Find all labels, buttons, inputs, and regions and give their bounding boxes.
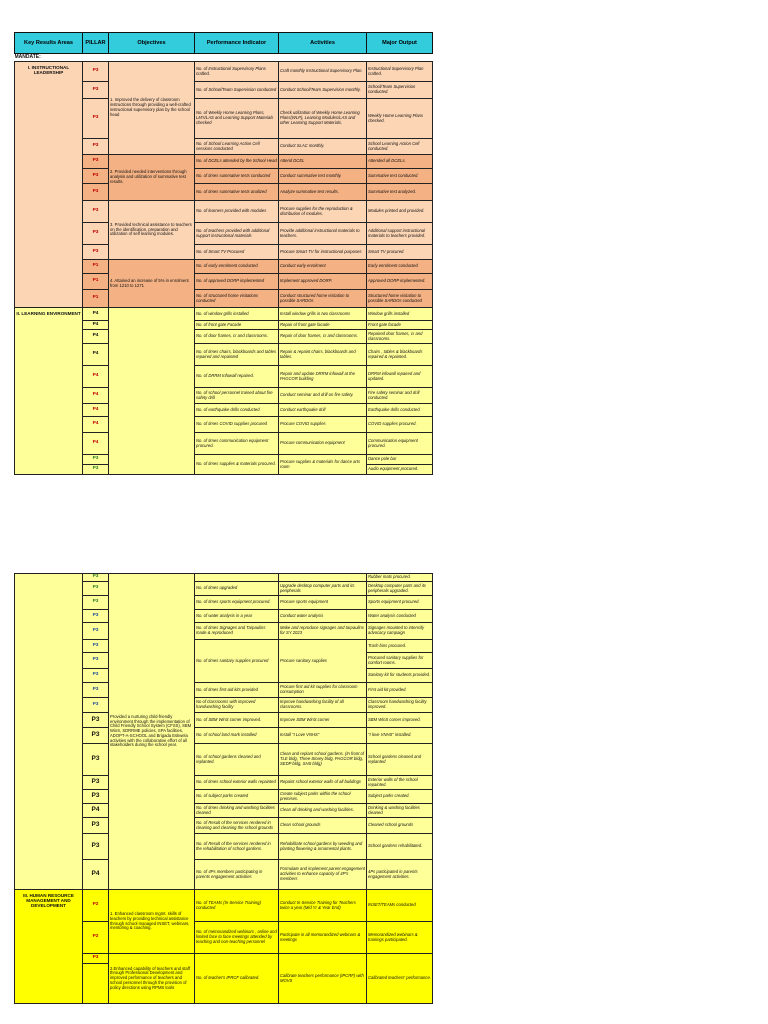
output-cell: Procured sanitary supplies for comfort rooms. — [367, 653, 433, 669]
header-objectives: Objectives — [109, 33, 195, 54]
activity-cell: Procure COVID supplies — [279, 417, 367, 433]
output-cell: Dance pole bar — [367, 455, 433, 465]
indicator-cell: No. of water analysis in a year — [195, 610, 279, 623]
pillar-cell: P4 — [83, 366, 109, 388]
output-cell: Fire safety seminar and drill conducted. — [367, 388, 433, 404]
pillar-cell: P3 — [83, 698, 109, 713]
pillar-cell: P3 — [83, 669, 109, 683]
output-cell: School gardens cleaned and replanted — [367, 744, 433, 776]
activity-cell: Repair and update DRRM infowall at the PAGCOR building — [279, 366, 367, 388]
indicator-cell: No. of SBM WinS corner improved. — [195, 713, 279, 728]
pillar-cell: P4 — [83, 860, 109, 890]
output-cell: Communication equipment procured. — [367, 433, 433, 455]
indicator-cell: No. of earthquake drills conducted — [195, 404, 279, 417]
activity-cell — [279, 574, 367, 582]
output-cell: COVID supplies procured. — [367, 417, 433, 433]
indicator-cell: No. of structured home visitations conducted — [195, 290, 279, 308]
activity-cell: Conduct School/Team Supervision monthly. — [279, 82, 367, 99]
output-cell: 4Ps participated in parents engagement activities. — [367, 860, 433, 890]
indicator-cell: No. of times sports equipment procured. — [195, 596, 279, 610]
indicator-cell: No. of TEAMs (In-Service Training) conducted — [195, 890, 279, 922]
pillar-cell: P3 — [83, 574, 109, 582]
pillar-cell: P1 — [83, 290, 109, 308]
objective-cell: 2.Enhanced capability of teachers and staff through Professional Development and improved performance of teachers and school personnel through the provision of policy directions using RPMS tools — [109, 954, 195, 1004]
activity-cell: Upgrade desktop computer parts and its peripherals — [279, 582, 367, 596]
pillar-cell: P4 — [83, 344, 109, 366]
pillar-cell: P3 — [83, 582, 109, 596]
pillar-cell: P2 — [83, 922, 109, 954]
activity-cell: Improve handwashing facility of all classrooms. — [279, 698, 367, 713]
activity-cell: Conduct In-Service Training for Teachers twice a year (Mid Yr & Year End) — [279, 890, 367, 922]
output-cell: Classroom handwashing facility improved. — [367, 698, 433, 713]
indicator-cell: No. of times communication equipment procured. — [195, 433, 279, 455]
pillar-cell: P4 — [83, 308, 109, 321]
activity-cell: Repair of front gate facade — [279, 321, 367, 330]
objective-cell — [109, 308, 195, 475]
output-cell: Water analysis conducted — [367, 610, 433, 623]
activity-cell: Rehabilitate school gardens by weeding and planting flowering & ornamental plants. — [279, 834, 367, 860]
indicator-cell: No. of teachers provided with additional support instructional materials — [195, 223, 279, 245]
output-cell: Early enrolment conducted — [367, 260, 433, 274]
output-cell: First aid kit provided. — [367, 683, 433, 698]
plan-table-2 — [14, 573, 433, 1004]
indicator-cell: No. of DCELs attended by the School Head — [195, 155, 279, 169]
pillar-cell: P3 — [83, 776, 109, 790]
indicator-cell: No. of approved DORP implemented — [195, 274, 279, 290]
indicator-cell — [195, 574, 279, 582]
pillar-cell: P3 — [83, 610, 109, 623]
objective-cell: Provided a nurturing child-friendly environment through the implementation of Child Friendly School System (CFSS), SBM WinS, SDRRME policies, SPA facilities, ADOPT-A-SCHOOL and Brigada Eskwela activities with the collaborative effort of all stakeholders during the school year. — [109, 574, 195, 890]
indicator-cell: No. of times summative tests analized — [195, 184, 279, 201]
kra-learning-environment: II. LEARNING ENVIRONMENT — [15, 308, 83, 475]
indicator-cell: No. of Result of the services rendered in the rehabilitation of school gardens. — [195, 834, 279, 860]
output-cell: Window grills installed — [367, 308, 433, 321]
mandate-label: MANDATE: — [14, 54, 41, 61]
output-cell: INSET/TEAMs conducted — [367, 890, 433, 922]
activity-cell: Conduct early enrolment — [279, 260, 367, 274]
plan-table-1 — [14, 32, 433, 475]
pillar-cell: P4 — [83, 804, 109, 818]
activity-cell: Clean and replant school gardens. (In front of TLE bldg, Three-Storey bldg, PAGCOR bldg, SEDP bldg, SHS bldg) — [279, 744, 367, 776]
table-row — [15, 62, 433, 82]
activity-cell: Procure supplies & materials for dance arts room — [279, 455, 367, 475]
indicator-cell: No. of window grills installed — [195, 308, 279, 321]
activity-cell: Procure first aid kit supplies for classroom consumption — [279, 683, 367, 698]
output-cell: Attended all DCELs. — [367, 155, 433, 169]
pillar-cell: P4 — [83, 433, 109, 455]
pillar-cell: P3 — [83, 744, 109, 776]
activity-cell: Procure Smart TV for instructional purposes — [279, 245, 367, 260]
pillar-cell: P3 — [83, 623, 109, 640]
indicator-cell: No of classrooms with improved handwashing facility — [195, 698, 279, 713]
pillar-cell — [83, 964, 109, 1004]
output-cell: Rubber mats procured. — [367, 574, 433, 582]
activity-cell: Conduct earthquake drill — [279, 404, 367, 417]
document-page-1 — [14, 32, 432, 475]
indicator-cell: No. of memorandized webinars , online and limited face to face meetings attended by teaching and non-teaching personnel — [195, 922, 279, 954]
output-cell: Modules printed and provided. — [367, 201, 433, 223]
pillar-cell: P4 — [83, 330, 109, 344]
activity-cell: Provide additional instructional materials to teachers. — [279, 223, 367, 245]
indicator-cell: No. of early enrolment conducted — [195, 260, 279, 274]
pillar-cell: P3 — [83, 99, 109, 139]
pillar-cell: P3 — [83, 223, 109, 245]
pillar-cell: P3 — [83, 184, 109, 201]
activity-cell: Implement approved DORP. — [279, 274, 367, 290]
indicator-cell: No. of 4Ps members participating in parents engagement activities — [195, 860, 279, 890]
indicator-cell: No. of times first-aid kits provided — [195, 683, 279, 698]
header-performance-indicator: Performance Indicator — [195, 33, 279, 54]
indicator-cell: No. of times drinking and washing facilities cleaned — [195, 804, 279, 818]
pillar-cell: P3 — [83, 683, 109, 698]
output-cell: Memorandized webinars & trainings participated. — [367, 922, 433, 954]
header-kra: Key Results Areas — [15, 33, 83, 54]
indicator-cell: No. of school gardens cleaned and replanted. — [195, 744, 279, 776]
indicator-cell: No. of times supplies & materials procured. — [195, 455, 279, 475]
pillar-cell: P2 — [83, 890, 109, 922]
activity-cell: Install window grills in two classrooms — [279, 308, 367, 321]
table-header-row — [15, 33, 433, 54]
output-cell: Sports equipment procured. — [367, 596, 433, 610]
output-cell: Signages mounted to intensify advocacy campaign — [367, 623, 433, 640]
activity-cell: Procure sports equipment — [279, 596, 367, 610]
activity-cell: Install "I Love VNHS" — [279, 728, 367, 744]
pillar-cell: P4 — [83, 404, 109, 417]
output-cell: Approved DORP implemented. — [367, 274, 433, 290]
indicator-cell: No. of School Learning Action Cell sessions conducted — [195, 139, 279, 155]
activity-cell: Procure supplies for the reproduction & distribution of modules. — [279, 201, 367, 223]
indicator-cell: No. of times summative tests conducted — [195, 169, 279, 184]
pillar-cell: P3 — [83, 653, 109, 669]
indicator-cell: No. of learners provided with modules — [195, 201, 279, 223]
header-pillar: PILLAR — [83, 33, 109, 54]
indicator-cell: No. of times sanitary supplies procured — [195, 640, 279, 683]
output-cell: Desktop computer parts and its peripherals upgraded. — [367, 582, 433, 596]
output-cell: Calibrated teachers' performance. — [367, 954, 433, 1004]
activity-cell: Calibrate teachers performance (IPCRF) with MOVS — [279, 954, 367, 1004]
output-cell: School gardens rehabilitated. — [367, 834, 433, 860]
pillar-cell: P3 — [83, 465, 109, 475]
indicator-cell: No. of times COVID supplies procured — [195, 417, 279, 433]
output-cell: School/Team Supervision conducted. — [367, 82, 433, 99]
activity-cell: Conduct seminar and drill on fire safety. — [279, 388, 367, 404]
output-cell: Drinking & washing facilities cleaned — [367, 804, 433, 818]
activity-cell: Formulate and implement parent engagement activities to enhance capacity of 4P's members — [279, 860, 367, 890]
activity-cell: Conduct structured home visitation to possible SARDOs — [279, 290, 367, 308]
activity-cell: Procure sanitary supplies — [279, 640, 367, 683]
pillar-cell: P3 — [83, 818, 109, 834]
activity-cell: Conduct summative test monthly. — [279, 169, 367, 184]
indicator-cell: No. of Weekly Home Learning Plans, LM's/LAS and Learning Support Materials checked — [195, 99, 279, 139]
activity-cell: Clean all drinking and washing facilities. — [279, 804, 367, 818]
output-cell: Cleaned school grounds — [367, 818, 433, 834]
activity-cell: Repaint school exterior walls of all buildings — [279, 776, 367, 790]
objective-cell: 3. Provided technical assistance to teachers on the identification, preparation and utilization of self learning modules. — [109, 201, 195, 260]
pillar-cell: P3 — [83, 790, 109, 804]
pillar-cell: P3 — [83, 155, 109, 169]
output-cell: Front gate facade — [367, 321, 433, 330]
header-activities: Activities — [279, 33, 367, 54]
pillar-cell: P3 — [83, 596, 109, 610]
pillar-cell: P3 — [83, 169, 109, 184]
indicator-cell: No. of teacher's IPRCF calibrated. — [195, 954, 279, 1004]
pillar-cell: P3 — [83, 834, 109, 860]
objective-cell: 1. Improved the delivery of classroom instructions through providing a well-crafted instructional supervisory plan by the school head — [109, 62, 195, 155]
objective-cell: 4. Attained an increase of 5% in enrolment from 1210 to 1271 — [109, 260, 195, 308]
output-cell: Earthquake drills conducted — [367, 404, 433, 417]
activity-cell: Make and reproduce signages and tarpaulins for SY 2023 — [279, 623, 367, 640]
output-cell: Audio equipment procured. — [367, 465, 433, 475]
indicator-cell: No. of times school exterior walls repainted — [195, 776, 279, 790]
indicator-cell: No. of school land mark installed — [195, 728, 279, 744]
activity-cell: Create subject parks within the school premises. — [279, 790, 367, 804]
output-cell: Subject parks created. — [367, 790, 433, 804]
pillar-cell: P3 — [83, 139, 109, 155]
pillar-cell: P3 — [83, 201, 109, 223]
output-cell: Summative test conducted. — [367, 169, 433, 184]
output-cell: Instructional Supervisory Plan crafted. — [367, 62, 433, 82]
document-page-2 — [14, 573, 432, 1004]
indicator-cell: No. of subject parks created — [195, 790, 279, 804]
activity-cell: Check utilization of Weekly Home Learning Plans(WLP), Learning Modules/LAS and other Learning Support Materials. — [279, 99, 367, 139]
kra-instructional-leadership: I. INSTRUCTIONAL LEADERSHIP — [15, 62, 83, 308]
indicator-cell: No. of times upgraded — [195, 582, 279, 596]
indicator-cell: No. of front gate Facade — [195, 321, 279, 330]
output-cell: Repaired door frames, cr and classrooms. — [367, 330, 433, 344]
pillar-cell: P3 — [83, 954, 109, 964]
activity-cell: Analyze summative test results. — [279, 184, 367, 201]
pillar-cell: P3 — [83, 713, 109, 728]
output-cell: Structured home visitation to possible SARDOs conducted — [367, 290, 433, 308]
pillar-cell: P3 — [83, 728, 109, 744]
objective-cell: 2. Provided needed interventions through analysis and utilization of summative test results. — [109, 155, 195, 201]
pillar-cell: P3 — [83, 62, 109, 82]
objective-cell: 1. Enhanced classroom mgmt. skills of teachers by providing technical assistance through school managed INSET, webinars, mentoring & coaching. — [109, 890, 195, 954]
pillar-cell: P1 — [83, 274, 109, 290]
table-row — [15, 308, 433, 321]
output-cell: Smart TV procured. — [367, 245, 433, 260]
indicator-cell: No. of door frames, cr and classrooms. — [195, 330, 279, 344]
activity-cell: Craft monthly Instructional Supervisory Plan. — [279, 62, 367, 82]
activity-cell: Procure communication equipment — [279, 433, 367, 455]
output-cell: Weekly Home Learning Plans checked. — [367, 99, 433, 139]
pillar-cell: P4 — [83, 417, 109, 433]
indicator-cell: No. of times Signages and Tarpaulins made & reproduced — [195, 623, 279, 640]
kra-continued-cell — [15, 574, 83, 890]
pillar-cell: P4 — [83, 321, 109, 330]
pillar-cell: P1 — [83, 260, 109, 274]
indicator-cell: No. of School/Team Supervision conducted — [195, 82, 279, 99]
activity-cell: Conduct water analysis — [279, 610, 367, 623]
header-major-output: Major Output — [367, 33, 433, 54]
indicator-cell: No. of Result of the services rendered in cleaning and cleaning the school grounds — [195, 818, 279, 834]
indicator-cell: No. of DRRM Infowall repaired. — [195, 366, 279, 388]
output-cell: Additional support instructional materials to teachers provided. — [367, 223, 433, 245]
output-cell: Exterior walls of the school repainted. — [367, 776, 433, 790]
output-cell: DRRM infowall repaired and updated. — [367, 366, 433, 388]
pillar-cell: P3 — [83, 245, 109, 260]
table-row — [15, 890, 433, 922]
table-row — [15, 574, 433, 582]
output-cell: School Learning Action Cell conducted. — [367, 139, 433, 155]
output-cell: SBM WinS corner improved. — [367, 713, 433, 728]
output-cell: Trash bins procured. — [367, 640, 433, 653]
activity-cell: Attend DCEL — [279, 155, 367, 169]
kra-human-resource: III. HUMAN RESOURCE MANAGEMENT AND DEVELOPMENT — [15, 890, 83, 1004]
activity-cell: Participate in all memorandized webinars & meetings — [279, 922, 367, 954]
output-cell: Chairs , tables & blackboards repaired & repainted. — [367, 344, 433, 366]
indicator-cell: No. of Smart TV Procured — [195, 245, 279, 260]
activity-cell: Repair & repaint chairs, blackboards and tables. — [279, 344, 367, 366]
activity-cell: Improve SBM WinS corner — [279, 713, 367, 728]
pillar-cell: P3 — [83, 82, 109, 99]
activity-cell: Repair of door frames, cr and classrooms. — [279, 330, 367, 344]
pillar-cell: P4 — [83, 388, 109, 404]
indicator-cell: No. of school personnel trained about fire safety drill — [195, 388, 279, 404]
output-cell: "I love VNHS" installed. — [367, 728, 433, 744]
pillar-cell: P3 — [83, 640, 109, 653]
activity-cell: Conduct SLAC monthly. — [279, 139, 367, 155]
activity-cell: Clean school grounds — [279, 818, 367, 834]
output-cell: Summative test analyzed. — [367, 184, 433, 201]
output-cell: Sanitary kit for students provided. — [367, 669, 433, 683]
indicator-cell: No. of Instructional Supervisory Plans crafted. — [195, 62, 279, 82]
indicator-cell: No. of times chairs, blackboards and tables repaired and repainted — [195, 344, 279, 366]
pillar-cell: P3 — [83, 455, 109, 465]
